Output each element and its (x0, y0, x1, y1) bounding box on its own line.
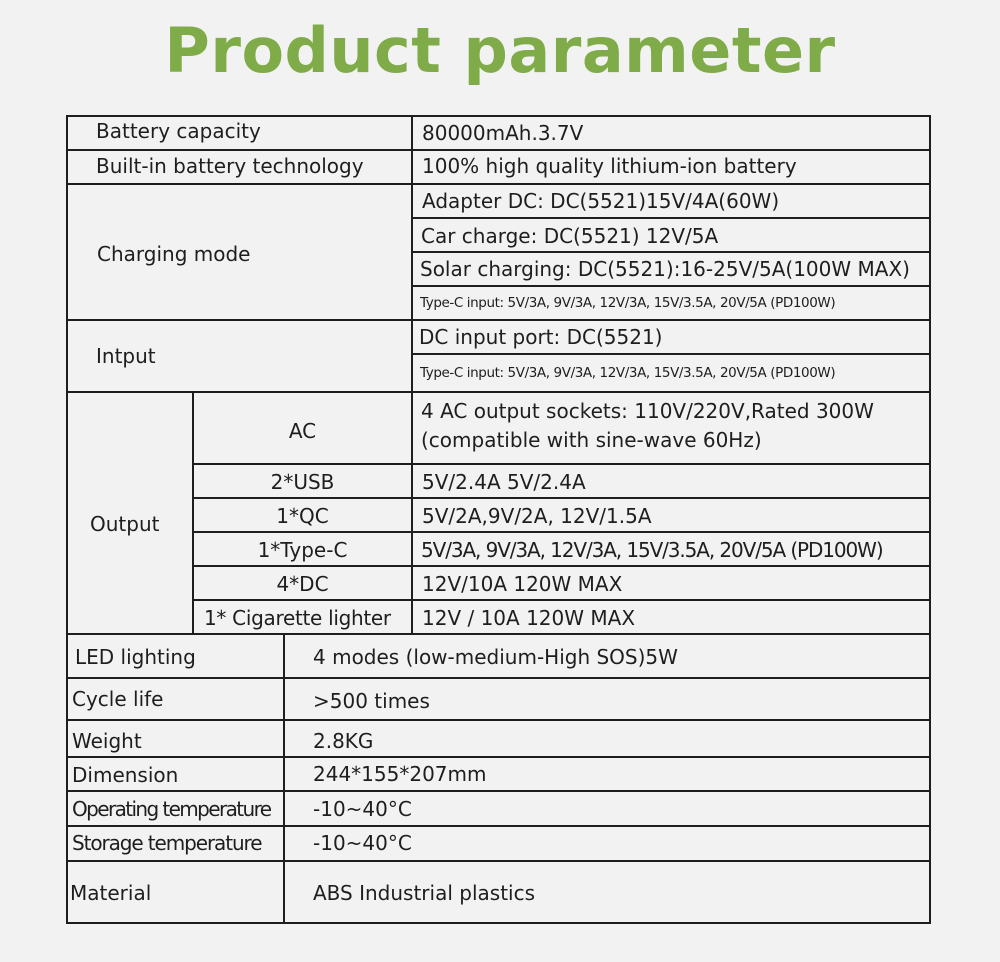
table-rule (66, 115, 68, 924)
table-rule (66, 391, 931, 393)
led-label: LED lighting (75, 645, 196, 669)
operating-temp-label: Operating temperature (72, 797, 271, 821)
table-rule (193, 599, 931, 601)
table-rule (193, 565, 931, 567)
table-rule (412, 217, 931, 219)
table-rule (193, 463, 931, 465)
table-rule (412, 353, 931, 355)
table-rule (66, 319, 931, 321)
output-dc-value: 12V/10A 120W MAX (422, 572, 623, 596)
output-ac-value-note: (compatible with sine-wave 60Hz) (421, 428, 762, 452)
dimension-label: Dimension (72, 763, 179, 787)
output-cigarette-name: 1* Cigarette lighter (204, 606, 391, 630)
storage-temp-label: Storage temperature (72, 831, 262, 855)
table-rule (193, 531, 931, 533)
table-rule (193, 497, 931, 499)
output-ac-name: AC (288, 419, 317, 443)
material-value: ABS Industrial plastics (313, 881, 536, 905)
operating-temp-value: -10~40°C (313, 797, 412, 821)
output-usb-value: 5V/2.4A 5V/2.4A (422, 470, 586, 494)
table-rule (66, 790, 931, 792)
output-usb-name: 2*USB (270, 470, 335, 494)
battery-capacity-label: Battery capacity (96, 119, 261, 143)
charging-adapter-value: Adapter DC: DC(5521)15V/4A(60W) (422, 189, 780, 213)
led-value: 4 modes (low-medium-High SOS)5W (313, 645, 678, 669)
dimension-value: 244*155*207mm (313, 762, 487, 786)
table-rule (929, 115, 931, 924)
page-title: Product parameter (164, 14, 836, 87)
table-rule (66, 825, 931, 827)
output-cigarette-value: 12V / 10A 120W MAX (422, 606, 636, 630)
charging-solar-value: Solar charging: DC(5521):16-25V/5A(100W MAX) (420, 257, 910, 281)
table-rule (66, 633, 931, 635)
table-rule (66, 860, 931, 862)
output-qc-name: 1*QC (276, 504, 329, 528)
output-dc-name: 4*DC (276, 572, 329, 596)
battery-capacity-value: 80000mAh.3.7V (422, 121, 584, 145)
table-rule (411, 115, 413, 635)
input-label: Intput (96, 344, 156, 368)
input-typec-value: Type-C input: 5V/3A, 9V/3A, 12V/3A, 15V/3.5A, 20V/5A (PD100W) (420, 365, 836, 381)
charging-typec-value: Type-C input: 5V/3A, 9V/3A, 12V/3A, 15V/3.5A, 20V/5A (PD100W) (420, 295, 836, 311)
output-qc-value: 5V/2A,9V/2A, 12V/1.5A (422, 504, 652, 528)
storage-temp-value: -10~40°C (313, 831, 412, 855)
material-label: Material (70, 881, 152, 905)
table-rule (66, 922, 931, 924)
table-rule (412, 285, 931, 287)
table-rule (66, 183, 931, 185)
table-rule (66, 115, 931, 117)
table-rule (283, 633, 285, 924)
output-label: Output (90, 512, 160, 536)
cycle-life-value: >500 times (313, 689, 430, 713)
output-ac-value: 4 AC output sockets: 110V/220V,Rated 300W (421, 399, 874, 423)
table-rule (66, 719, 931, 721)
charging-car-value: Car charge: DC(5521) 12V/5A (421, 224, 719, 248)
table-rule (66, 677, 931, 679)
weight-label: Weight (72, 729, 142, 753)
table-rule (66, 756, 931, 758)
table-rule (412, 251, 931, 253)
output-typec-value: 5V/3A, 9V/3A, 12V/3A, 15V/3.5A, 20V/5A (PD100W) (421, 538, 883, 562)
charging-mode-label: Charging mode (97, 242, 251, 266)
battery-tech-label: Built-in battery technology (96, 154, 364, 178)
cycle-life-label: Cycle life (72, 687, 164, 711)
battery-tech-value: 100% high quality lithium-ion battery (422, 154, 797, 178)
table-rule (66, 149, 931, 151)
weight-value: 2.8KG (313, 729, 374, 753)
output-typec-name: 1*Type-C (257, 538, 348, 562)
input-dc-value: DC input port: DC(5521) (419, 325, 663, 349)
